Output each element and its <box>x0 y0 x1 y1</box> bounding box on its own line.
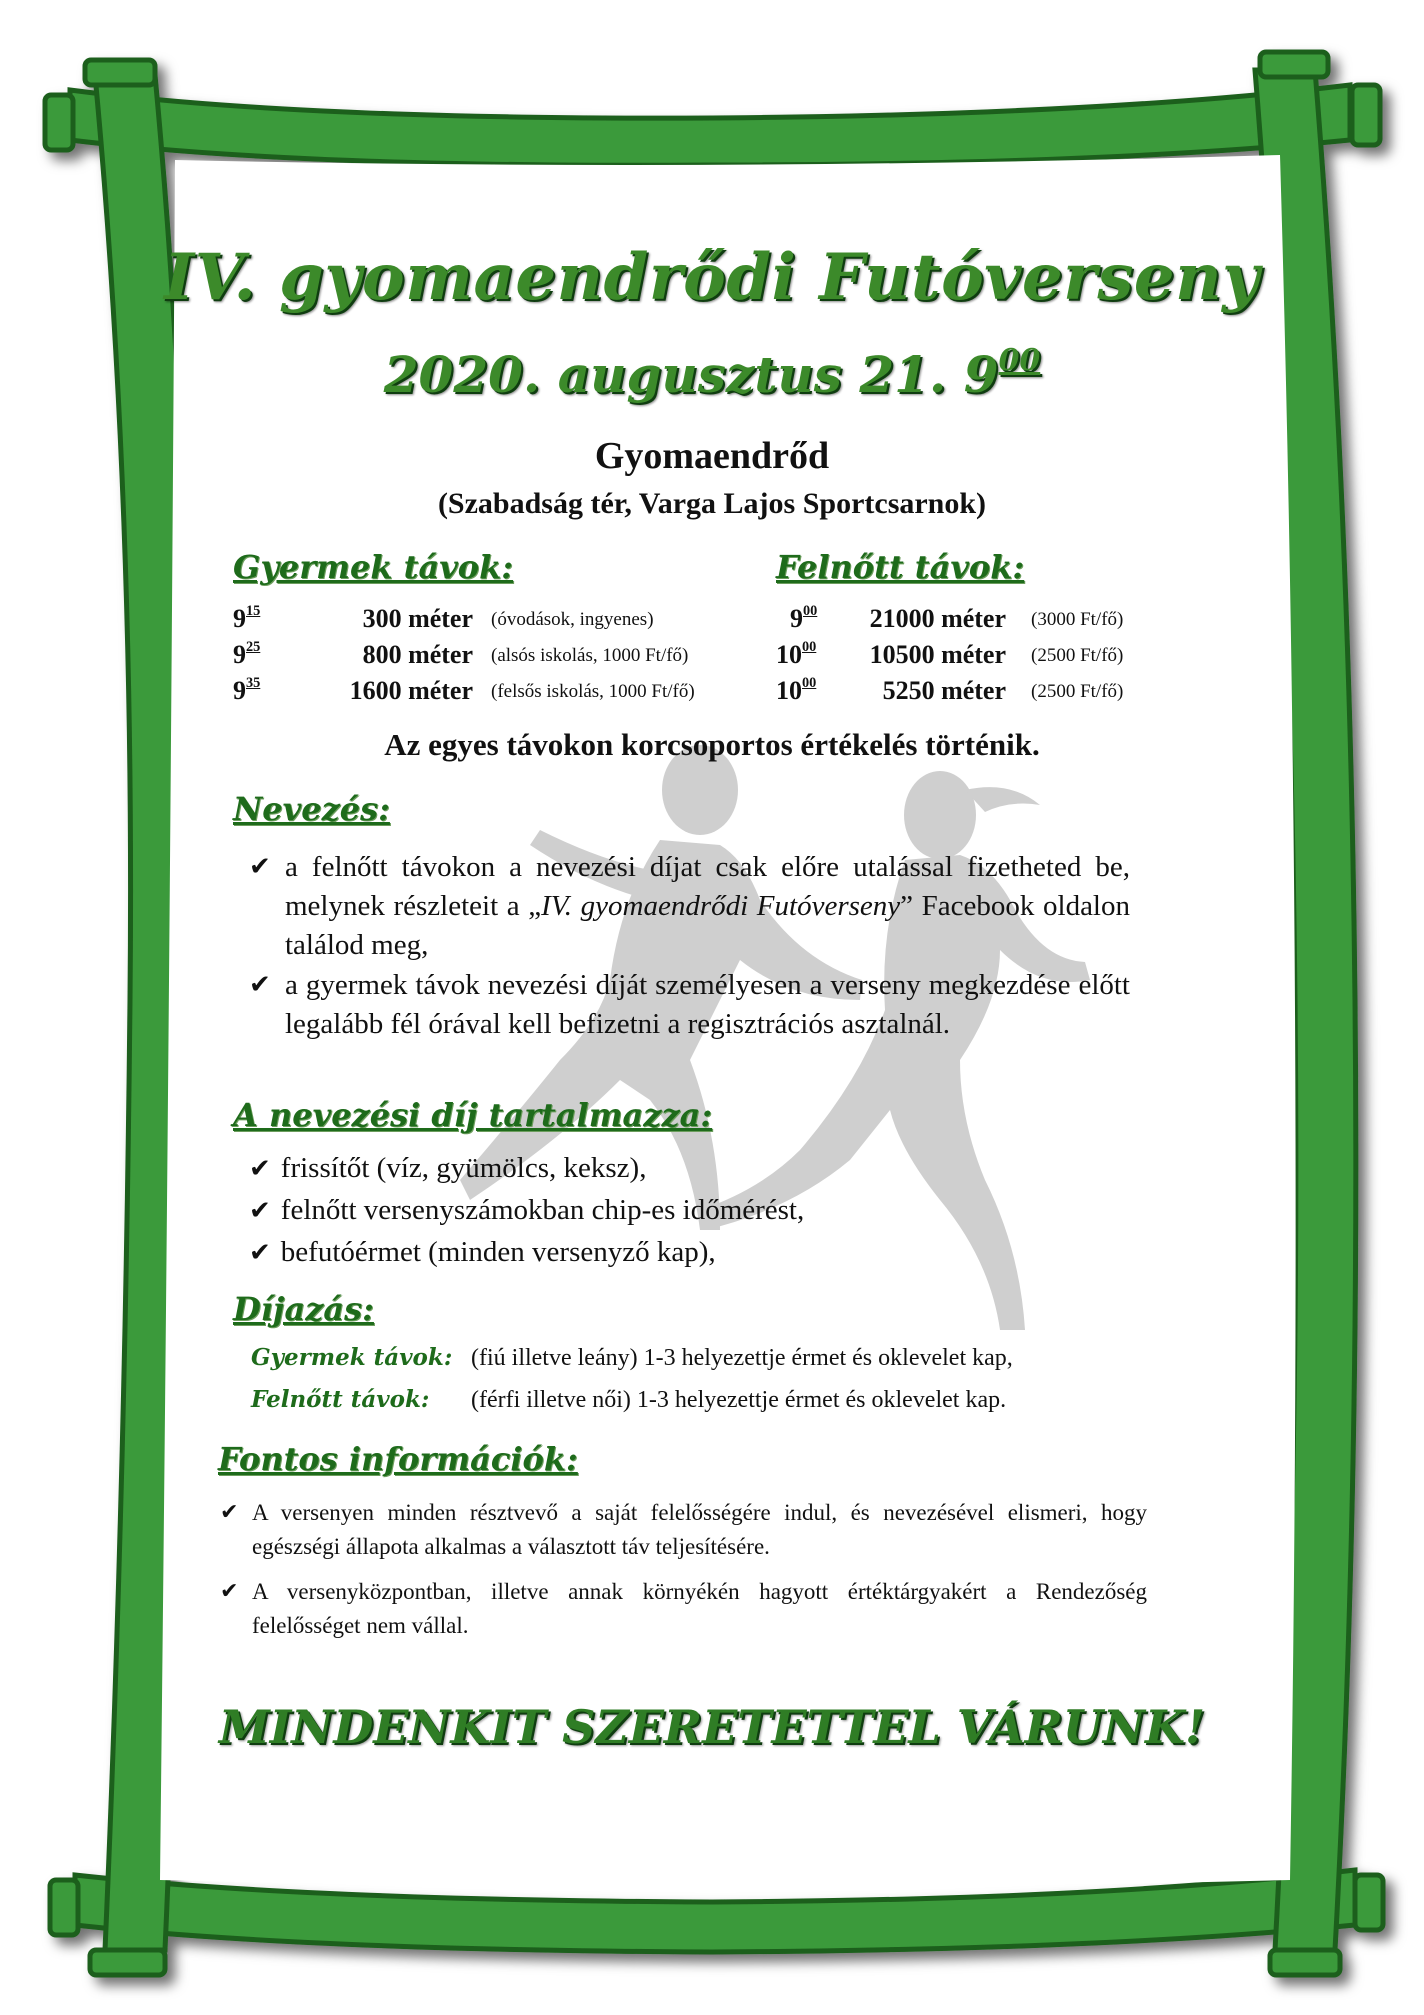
check-icon: ✔ <box>249 1154 271 1184</box>
children-row <box>233 604 733 640</box>
award-label: Gyermek távok: <box>251 1344 453 1371</box>
event-venue: (Szabadság tér, Varga Lajos Sportcsarnok) <box>437 487 987 520</box>
check-icon: ✔ <box>249 1196 271 1226</box>
adult-row <box>776 604 1156 640</box>
distance: 10500 méter <box>869 640 1006 669</box>
award-label: Felnőtt távok: <box>251 1386 430 1413</box>
start-time: $10^{00}$ <box>776 639 817 669</box>
distance: 5250 méter <box>882 676 1006 705</box>
distance: 300 méter <box>362 604 473 633</box>
check-icon: ✔ <box>249 1238 271 1268</box>
children-row <box>233 676 733 712</box>
distance-note: (2500 Ft/fő) <box>1031 645 1124 666</box>
distance: 21000 méter <box>869 604 1006 633</box>
start-time: $9^{25}$ <box>233 639 261 669</box>
age-group-note: Az egyes távokon korcsoportos értékelés történik. <box>384 727 1040 762</box>
children-row <box>233 640 733 676</box>
distance-note: (felsős iskolás, 1000 Ft/fő) <box>491 681 695 702</box>
award-row <box>251 1344 1013 1372</box>
event-city: Gyomaendrőd <box>594 435 830 477</box>
fee-item: ✔ befutóérmet (minden versenyző kap), <box>249 1236 716 1268</box>
distance-note: (2500 Ft/fő) <box>1031 681 1124 702</box>
start-time: $9^{15}$ <box>233 603 261 633</box>
fee-includes-heading: A nevezési díj tartalmazza: <box>233 1096 713 1134</box>
award-text: (fiú illetve leány) 1-3 helyezettje érmet és oklevelet kap, <box>471 1345 1013 1371</box>
start-time: $9^{00}$ <box>790 603 818 633</box>
start-time: $10^{00}$ <box>776 675 817 705</box>
check-icon: ✔ <box>220 1579 239 1604</box>
registration-item: ✔ a gyermek távok nevezési díját személyesen a verseny megkezdése előtt legalább fél órával kell befizetni a regisztrációs asztalnál. <box>285 966 1130 1044</box>
info-heading: Fontos információk: <box>218 1440 578 1478</box>
distance-note: (alsós iskolás, 1000 Ft/fő) <box>491 645 689 666</box>
event-date <box>0 345 1424 404</box>
distance-note: (óvodások, ingyenes) <box>491 609 654 630</box>
event-date-main: 2020. augusztus 21. 9 <box>383 345 999 404</box>
fee-item: ✔ frissítőt (víz, gyümölcs, keksz), <box>249 1152 647 1184</box>
distance-note: (3000 Ft/fő) <box>1031 609 1124 630</box>
start-time: $9^{35}$ <box>233 675 261 705</box>
check-icon: ✔ <box>249 970 271 1000</box>
check-icon: ✔ <box>249 852 271 882</box>
info-item: ✔ A versenyközpontban, illetve annak környékén hagyott értéktárgyakért a Rendezőség felelősséget nem vállal. <box>252 1575 1147 1643</box>
registration-heading: Nevezés: <box>233 790 390 828</box>
distance: 800 méter <box>362 640 473 669</box>
children-distances-heading: Gyermek távok: <box>233 548 514 586</box>
distance: 1600 méter <box>349 676 473 705</box>
closing-message: MINDENKIT SZERETETTEL VÁRUNK! <box>218 1700 1206 1754</box>
adult-row <box>776 676 1156 712</box>
event-date-minutes: 00 <box>998 343 1041 379</box>
registration-item: ✔ a felnőtt távokon a nevezési díjat csak előre utalással fizetheted be, melynek részleteit a „IV. gyomaendrődi Futóverseny” Facebook oldalon találod meg, <box>285 848 1130 965</box>
award-text: (férfi illetve női) 1-3 helyezettje érmet és oklevelet kap. <box>471 1387 1007 1413</box>
event-title: IV. gyomaendrődi Futóverseny <box>164 240 1260 315</box>
check-icon: ✔ <box>220 1500 239 1525</box>
awards-heading: Díjazás: <box>233 1290 374 1328</box>
adult-distances-heading: Felnőtt távok: <box>776 548 1025 586</box>
fee-item: ✔ felnőtt versenyszámokban chip-es időmérést, <box>249 1194 805 1226</box>
adult-row <box>776 640 1156 676</box>
award-row <box>251 1386 1006 1414</box>
info-item: ✔ A versenyen minden résztvevő a saját felelősségére indul, és nevezésével elismeri, hogy egészségi állapota alkalmas a választott táv teljesítésére. <box>252 1496 1147 1564</box>
